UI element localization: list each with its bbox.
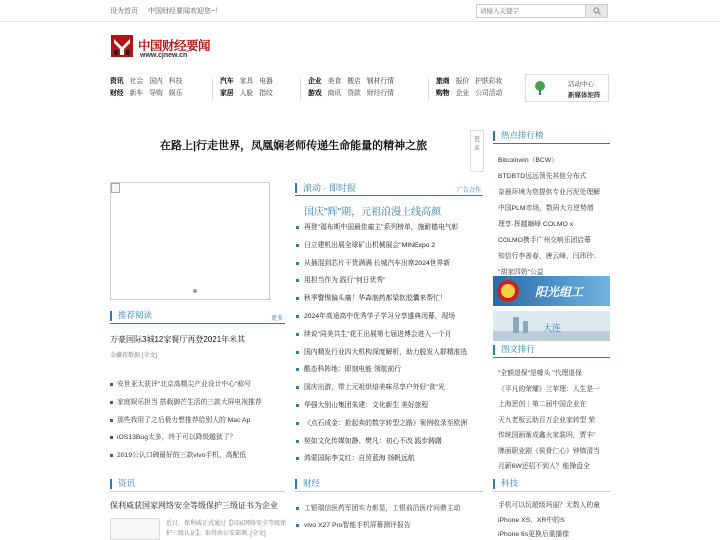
news-section-header — [110, 476, 285, 492]
picrank-header — [493, 342, 610, 358]
finance-section-header — [295, 476, 483, 492]
nav-item-enterprise[interactable]: 企业 — [308, 78, 322, 85]
list-item[interactable]: COLMO携手广州交响乐团启幕 — [498, 237, 591, 244]
list-item[interactable]: 家庭娱乐担当 搭载御芒生活的三款大屏电视推荐 — [110, 394, 280, 412]
nav-item-events[interactable]: 公司活动 — [475, 90, 503, 97]
nav-item-tech[interactable]: 科技 — [168, 78, 183, 85]
list-item[interactable]: 鸿蒙国际李艾红：自贸蓝海 扬帆远航 — [295, 450, 485, 468]
nav-item-appliance[interactable]: 电器 — [259, 78, 273, 85]
list-item[interactable]: 华强大别山集团朱建：文化新生 美好旅程 — [295, 397, 485, 415]
logo-url: www.cjnew.cn — [140, 52, 188, 59]
list-item[interactable]: 从插混到芯片干货满满 长城汽车出席2024世界新 — [295, 255, 485, 273]
list-item[interactable]: iPhone 6s更换后重播像 — [498, 531, 570, 538]
nav-item-games[interactable]: 游戏 — [308, 90, 322, 97]
nav-item-entertainment[interactable]: 娱乐 — [168, 90, 183, 97]
search-icon — [593, 7, 601, 15]
list-item[interactable]: 知信行李善春、唐云峰、闫玮玲： — [498, 253, 600, 260]
tech-list — [498, 499, 610, 540]
list-item[interactable]: vivo X27 Pro智能手机屏幕测评报告 — [295, 517, 485, 534]
banner-sunshine[interactable] — [493, 276, 610, 306]
list-item[interactable]: BTDBTD远远领先其他分布式 — [498, 173, 587, 180]
promo-line1: 活动中心 — [568, 81, 594, 88]
nav-item-travel[interactable]: 旅商 — [436, 78, 450, 85]
nav-divider — [428, 78, 429, 100]
list-item[interactable]: 那些我用了之后极力想推荐给别人的 Mac Ap — [110, 412, 280, 430]
nav-item-new-car[interactable]: 新车 — [129, 90, 144, 97]
logo-mark-icon — [110, 34, 134, 58]
nav-group-news — [110, 76, 188, 100]
tree-icon — [532, 80, 548, 96]
welcome-text: 中国财经要闻欢迎您~！ — [147, 8, 223, 15]
nav-item-face[interactable]: 人脸 — [239, 90, 254, 97]
list-item[interactable]: 奈晨环境为您提供专业污泥处理解 — [498, 189, 600, 196]
list-item[interactable]: 安世亚太获评"北京高精尖产业设计中心"称号 — [110, 376, 280, 394]
list-item[interactable]: iOS13Bug太多，终于可以降级越狱了？ — [110, 429, 280, 447]
nav-divider — [212, 78, 213, 100]
nav-item-society[interactable]: 社会 — [129, 78, 144, 85]
nav-item-furniture[interactable]: 家具 — [239, 78, 254, 85]
tech-section-header — [493, 476, 610, 492]
list-item[interactable]: 月薪6W还招不到人？能操盘全 — [498, 463, 590, 470]
nav-item-company[interactable]: 企业 — [455, 90, 470, 97]
rolling-news-title: 滚动 · 即时报 — [303, 183, 356, 193]
list-item[interactable]: 日立建机出展全球矿山机械展会"MINExpo 2 — [295, 237, 485, 255]
list-item[interactable]: iPhone XS、XR中的S — [498, 516, 565, 524]
news-feature-summary[interactable]: 近日，保利威正式通过【国家网络安全等级保护三级认证】，取得由公安部颁..[全文] — [166, 521, 287, 537]
list-item[interactable]: "胡家四奶"公益 — [498, 269, 544, 276]
list-item[interactable]: 契如文化传媒如静、樊凡：初心不改 践步踌躇 — [295, 433, 485, 451]
list-item[interactable]: 上海思创｜第二届中国企业在 — [498, 401, 587, 408]
nav-group-auto — [220, 76, 279, 100]
ad-cooperation-link[interactable]: 广告合作 — [456, 188, 481, 194]
nav-item-guide[interactable]: 导购 — [149, 90, 163, 97]
section-marker — [295, 183, 297, 193]
list-item[interactable]: 2024年高途高中优秀学子学习分享盛典闭幕，现场 — [295, 308, 485, 326]
list-item[interactable]: 用担当作为 践行"何日优秀" — [295, 272, 485, 290]
nav-item-steel[interactable]: 钢材行情 — [366, 78, 394, 85]
nav-group-enterprise — [308, 76, 400, 100]
hot-rank-header — [493, 128, 610, 144]
top-links — [110, 6, 230, 16]
recommend-more-link[interactable]: 更多 — [270, 316, 283, 322]
nav-item-loans[interactable]: 贷款 — [347, 90, 361, 97]
section-marker — [110, 479, 112, 489]
list-item[interactable]: 中国PLM市场，数码大方逆势增 — [498, 205, 594, 212]
list-item[interactable]: 酷态科阵地：即刻电能 领航前行 — [295, 361, 485, 379]
section-marker — [493, 479, 495, 489]
recommend-list — [110, 376, 280, 465]
activity-center-promo[interactable] — [525, 74, 609, 102]
section-marker — [493, 345, 495, 355]
list-item[interactable]: 《平凡的荣耀》兰苹理：人生是一 — [498, 385, 600, 393]
rolling-news-list — [295, 219, 485, 468]
search-box — [476, 4, 608, 18]
list-item[interactable]: 续说"同美共生"花王出展第七届进博会进入一个月 — [295, 326, 485, 344]
tech-section-title: 科技 — [501, 478, 519, 488]
recommend-feature-summary[interactable]: 金藏获数据.[全文] — [110, 353, 158, 359]
top-bar — [0, 0, 720, 22]
finance-section-title: 财经 — [303, 478, 321, 488]
list-item[interactable]: 2019公认口碑最好的三款vivo手机，高配低 — [110, 447, 280, 465]
nav-item-fingerprint[interactable]: 指纹 — [259, 90, 273, 97]
banner-dalian-text: 大连 — [543, 323, 562, 333]
list-item[interactable]: 再登"福布斯中国最佳雇主"系列榜单，施耐德电气彰 — [295, 219, 485, 237]
section-marker — [493, 131, 495, 141]
list-item[interactable]: 手机可以玩超级玛丽？无数人的童 — [498, 502, 600, 509]
rolling-feature-headline[interactable]: 国庆"辉"期，元祖浪漫上线高颜 — [304, 207, 442, 218]
rolling-news-header — [295, 180, 483, 196]
list-item[interactable]: "全额退保"是噱头 "代理退保 — [498, 370, 582, 377]
broken-image-icon — [111, 183, 120, 193]
nav-item-home[interactable]: 家居 — [220, 90, 234, 97]
nav-item-shopping[interactable]: 购物 — [436, 90, 450, 97]
list-item[interactable]: 《点石成金：抢起卖的数字转型之路》案例收录至欧洲 — [295, 415, 485, 433]
more-tab[interactable]: 更多 — [470, 130, 484, 172]
list-item[interactable]: 国内精发行业四大机构深度解析，助力脱发人群精准选 — [295, 344, 485, 362]
nav-item-domestic[interactable]: 国内 — [149, 78, 163, 85]
picrank-title: 图文排行 — [501, 344, 536, 354]
finance-list — [295, 500, 485, 534]
banner-dalian[interactable] — [493, 311, 610, 341]
list-item[interactable]: 理享·挥越巅峰 COLMO x — [498, 221, 574, 228]
top-headline[interactable]: 在路上|行走世界，凤凰娴老师传递生命能量的精神之旅 — [160, 140, 428, 152]
site-logo[interactable] — [110, 34, 220, 64]
section-marker — [110, 311, 112, 321]
nav-item-food[interactable]: 美食 — [327, 78, 342, 85]
search-input[interactable] — [477, 5, 585, 17]
list-item[interactable]: 工银瑞信医药军团实力彰显，工银前沿医疗问鼎主动 — [295, 500, 485, 517]
list-item[interactable]: Bitcoinwin（BCW） — [498, 157, 559, 164]
news-feature-headline[interactable]: 保利威获国家网络安全等级保护三级证书为企业 — [110, 501, 278, 510]
banner-sunshine-text: 阳光组工 — [535, 285, 584, 299]
nav-divider — [300, 78, 301, 100]
logo-name: 中国财经要闻 — [138, 38, 211, 53]
list-item[interactable]: 传统国画渐成鑫火家装吗，贾丰" — [498, 432, 596, 439]
news-section-title: 资讯 — [118, 478, 136, 488]
recommend-feature-headline[interactable]: 万豪国际3城12家餐厅再登2021年米其 — [110, 335, 246, 344]
hot-rank-title: 热点排行榜 — [501, 130, 544, 140]
news-thumbnail[interactable] — [110, 518, 160, 540]
nav-item-news[interactable]: 资讯 — [110, 78, 124, 85]
list-item[interactable]: 天九老板云助百万企业家转型 荣 — [498, 416, 596, 424]
nav-item-auto[interactable]: 汽车 — [220, 78, 234, 85]
slide-indicator-dot[interactable] — [193, 289, 197, 293]
nav-item-quote[interactable]: 报价 — [455, 78, 470, 85]
list-item[interactable]: 国庆出游，带上元祖烘焙美味尽享户外好"食"光 — [295, 379, 485, 397]
nav-item-beauty[interactable]: 护肤彩妆 — [475, 78, 503, 85]
nav-item-market[interactable]: 财经行情 — [366, 90, 394, 97]
image-slideshow[interactable] — [110, 182, 270, 300]
recommend-header — [110, 308, 285, 324]
recommend-title: 推荐阅读 — [118, 310, 153, 320]
set-homepage-link[interactable]: 设为首页 — [110, 8, 138, 15]
nav-item-store[interactable]: 搬店 — [347, 78, 361, 85]
nav-group-travel — [436, 76, 508, 100]
nav-item-finance[interactable]: 财经 — [110, 90, 124, 97]
hot-rank-list — [498, 153, 610, 281]
search-button[interactable] — [585, 5, 607, 17]
list-item[interactable]: 秋季警惕偏头痛！华森制药都梁软胶囊来帮忙！ — [295, 290, 485, 308]
section-marker — [295, 479, 297, 489]
promo-line2: 新媒体矩阵 — [568, 92, 601, 99]
list-item[interactable]: 牌面职业剧《侯骨仁心》钟镇清当 — [498, 447, 600, 455]
nav-item-business-news[interactable]: 商讯 — [327, 90, 342, 97]
picrank-list — [498, 366, 610, 475]
